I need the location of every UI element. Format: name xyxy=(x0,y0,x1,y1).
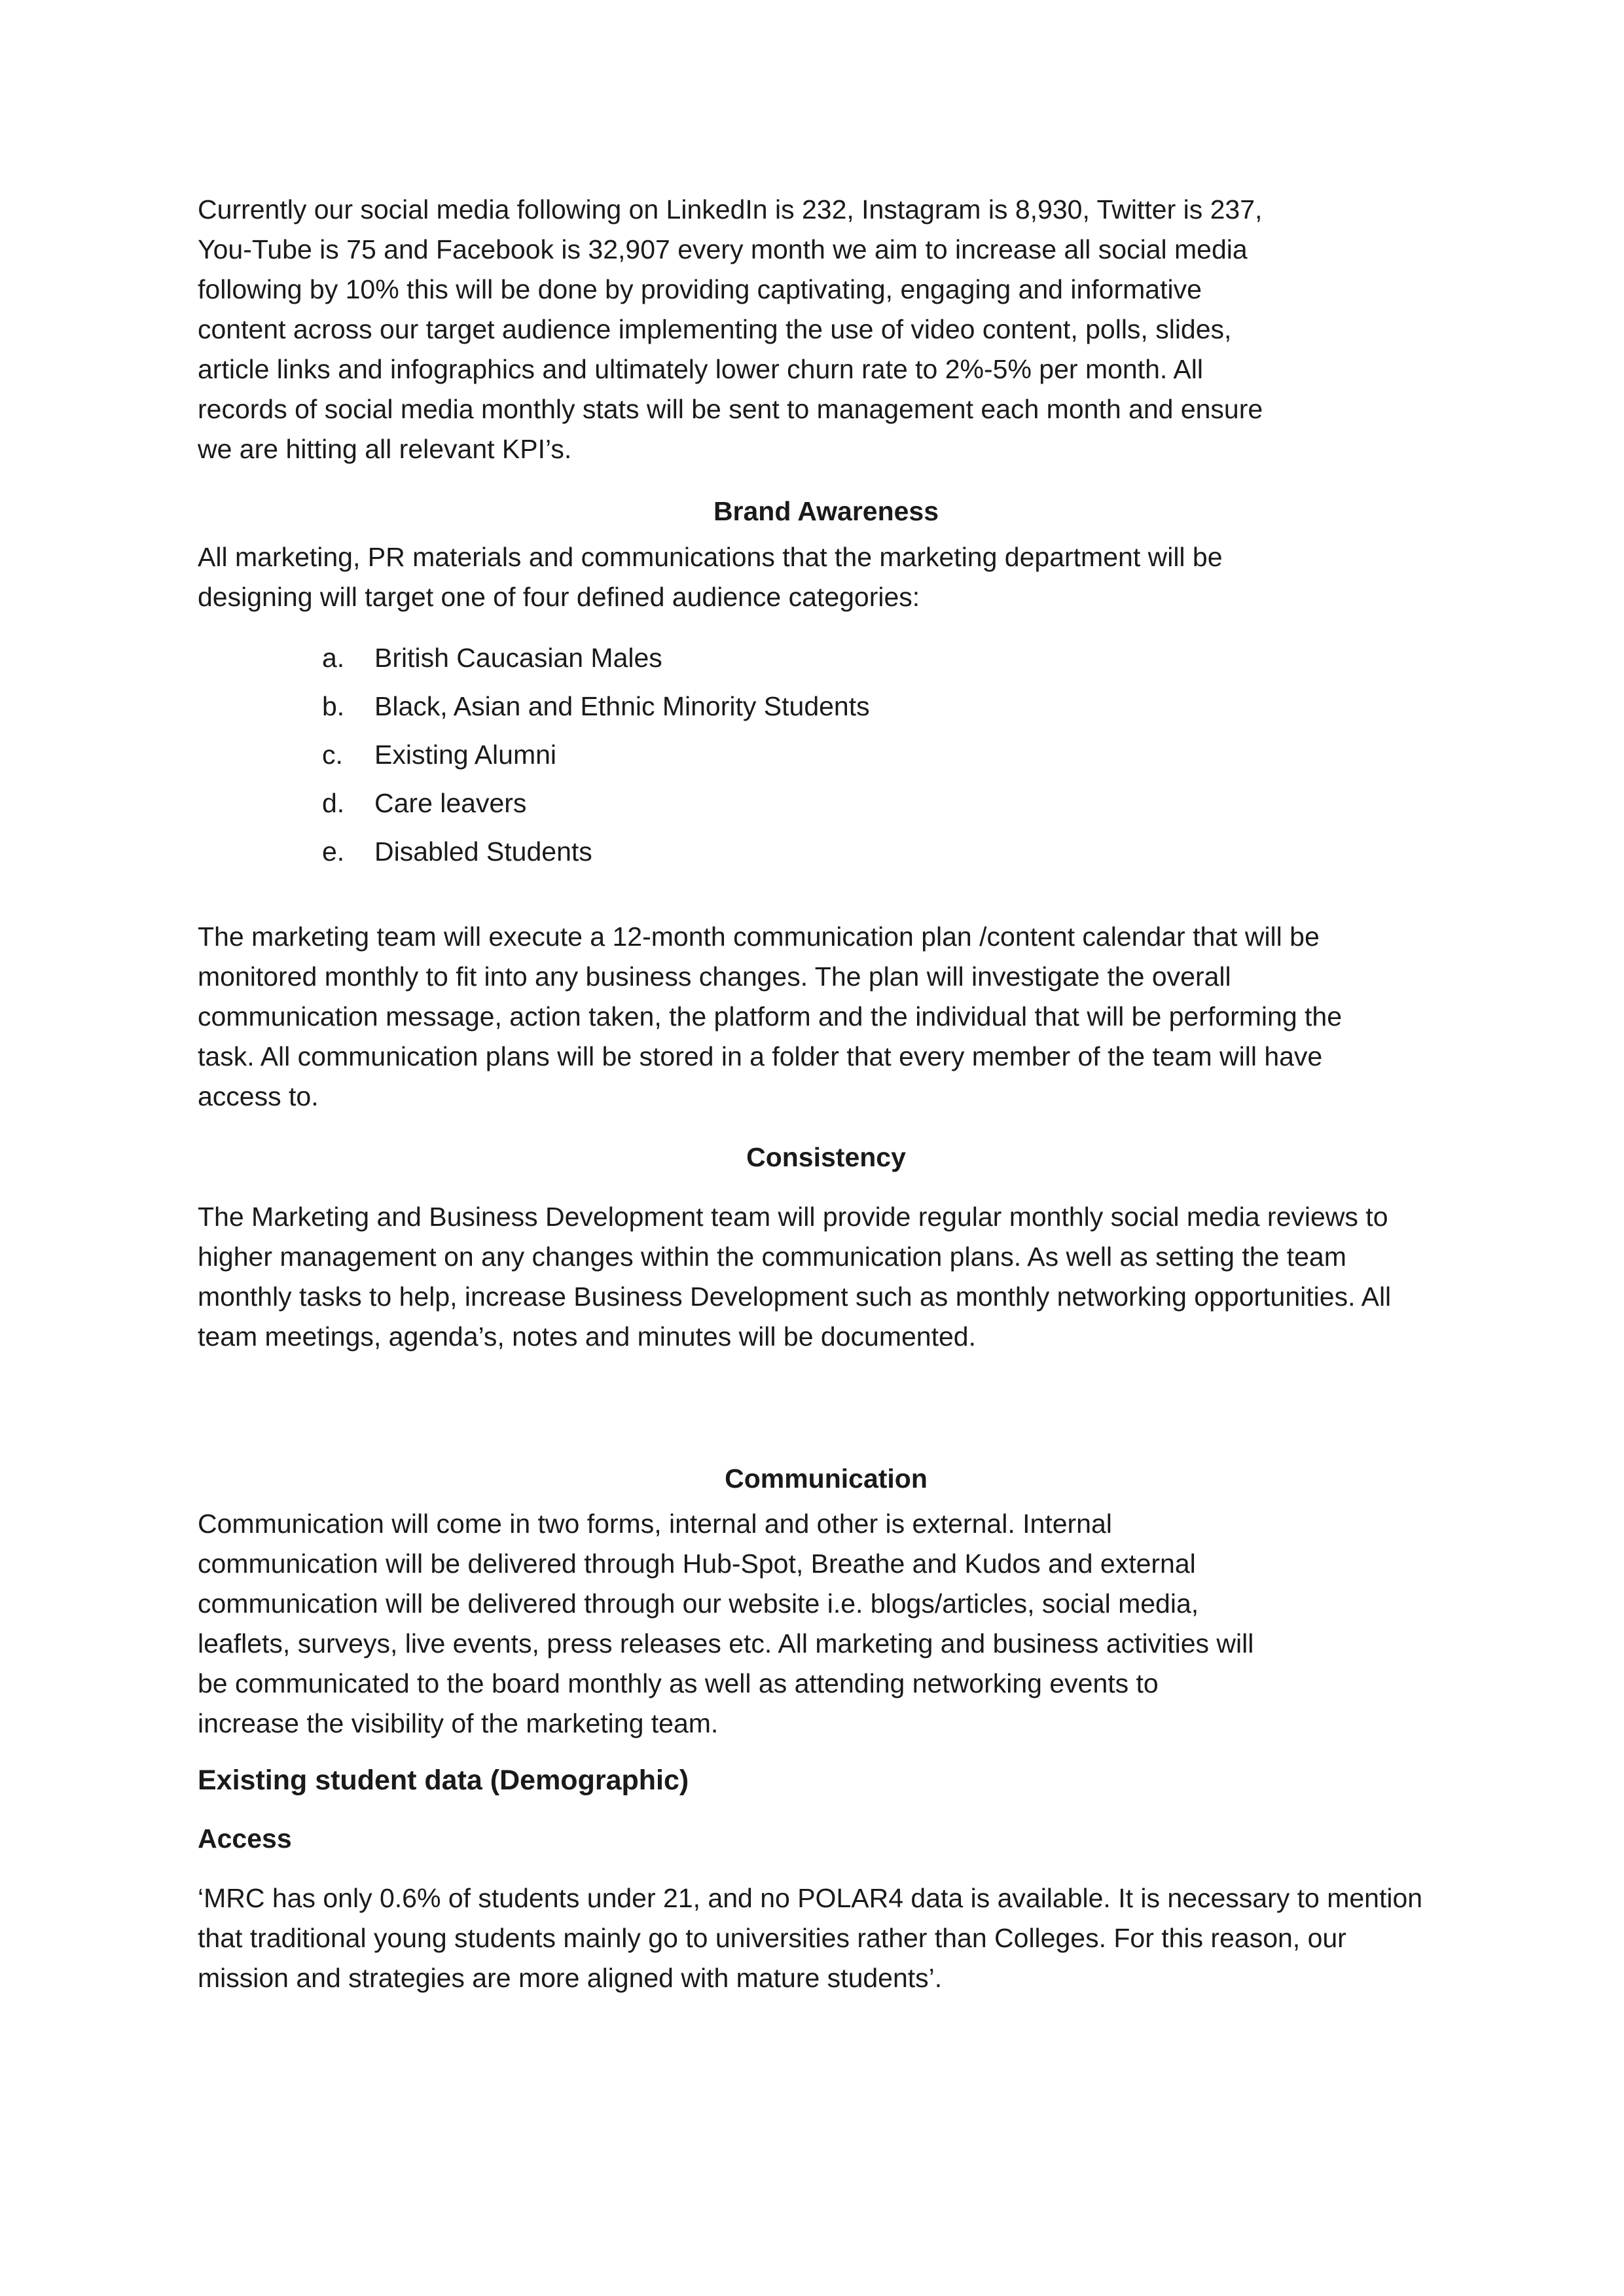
communication-paragraph xyxy=(198,1504,1324,1744)
list-marker: e. xyxy=(322,836,345,867)
communication-line: increase the visibility of the marketing team. xyxy=(198,1708,719,1738)
plan-line: communication message, action taken, the platform and the individual that will be performing the xyxy=(198,1001,1343,1031)
plan-line: access to. xyxy=(198,1081,319,1111)
brand-awareness-line: All marketing, PR materials and communications that the marketing department will be xyxy=(198,542,1223,572)
list-item-text: British Caucasian Males xyxy=(374,643,662,673)
access-line: ‘MRC has only 0.6% of students under 21, and no POLAR4 data is available. It is necessary to mention xyxy=(198,1883,1423,1913)
consistency-line: team meetings, agenda’s, notes and minutes will be documented. xyxy=(198,1321,976,1352)
consistency-paragraph xyxy=(198,1197,1454,1357)
brand-awareness-paragraph xyxy=(198,537,1337,617)
list-item-text: Existing Alumni xyxy=(374,740,557,770)
communication-line: Communication will come in two forms, internal and other is external. Internal xyxy=(198,1509,1112,1539)
intro-line: following by 10% this will be done by providing captivating, engaging and informative xyxy=(198,274,1202,304)
communication-line: leaflets, surveys, live events, press releases etc. All marketing and business activities will xyxy=(198,1628,1254,1659)
list-item xyxy=(198,638,1454,687)
consistency-line: The Marketing and Business Development team will provide regular monthly social media reviews to xyxy=(198,1202,1388,1232)
list-marker: d. xyxy=(322,788,345,818)
intro-line: Currently our social media following on LinkedIn is 232, Instagram is 8,930, Twitter is 237, xyxy=(198,194,1263,224)
intro-line: article links and infographics and ultimately lower churn rate to 2%-5% per month. All xyxy=(198,354,1203,384)
plan-line: task. All communication plans will be stored in a folder that every member of the team will have xyxy=(198,1041,1323,1071)
audience-category-list xyxy=(198,638,1454,880)
plan-paragraph xyxy=(198,917,1454,1117)
document-page xyxy=(198,190,1454,1998)
plan-line: monitored monthly to fit into any business changes. The plan will investigate the overall xyxy=(198,961,1231,992)
access-subheading: Access xyxy=(198,1823,292,1854)
communication-line: communication will be delivered through our website i.e. blogs/articles, social media, xyxy=(198,1588,1199,1619)
list-item-text: Care leavers xyxy=(374,788,527,818)
brand-awareness-heading: Brand Awareness xyxy=(713,496,939,526)
list-item-text: Disabled Students xyxy=(374,836,592,867)
list-marker: b. xyxy=(322,691,345,721)
communication-line: be communicated to the board monthly as well as attending networking events to xyxy=(198,1668,1159,1698)
list-marker: c. xyxy=(322,740,343,770)
access-line: mission and strategies are more aligned with mature students’. xyxy=(198,1963,943,1993)
communication-line: communication will be delivered through Hub-Spot, Breathe and Kudos and external xyxy=(198,1549,1196,1579)
consistency-line: higher management on any changes within the communication plans. As well as setting the team xyxy=(198,1242,1346,1272)
student-data-heading: Existing student data (Demographic) xyxy=(198,1765,689,1796)
list-marker: a. xyxy=(322,643,345,673)
access-paragraph xyxy=(198,1878,1454,1998)
list-item-text: Black, Asian and Ethnic Minority Students xyxy=(374,691,870,721)
intro-paragraph xyxy=(198,190,1337,469)
intro-line: You-Tube is 75 and Facebook is 32,907 every month we aim to increase all social media xyxy=(198,234,1248,264)
intro-line: content across our target audience implementing the use of video content, polls, slides, xyxy=(198,314,1232,344)
list-item xyxy=(198,783,1454,832)
plan-line: The marketing team will execute a 12-month communication plan /content calendar that will be xyxy=(198,922,1320,952)
intro-line: records of social media monthly stats will be sent to management each month and ensure xyxy=(198,394,1263,424)
consistency-line: monthly tasks to help, increase Business Development such as monthly networking opportunities. All xyxy=(198,1282,1392,1312)
consistency-heading: Consistency xyxy=(746,1142,906,1172)
brand-awareness-line: designing will target one of four defined audience categories: xyxy=(198,582,920,612)
intro-line: we are hitting all relevant KPI’s. xyxy=(198,434,572,464)
communication-heading: Communication xyxy=(725,1463,928,1494)
access-line: that traditional young students mainly go to universities rather than Colleges. For this reason, our xyxy=(198,1923,1346,1953)
list-item xyxy=(198,687,1454,735)
list-item xyxy=(198,735,1454,783)
list-item xyxy=(198,832,1454,880)
